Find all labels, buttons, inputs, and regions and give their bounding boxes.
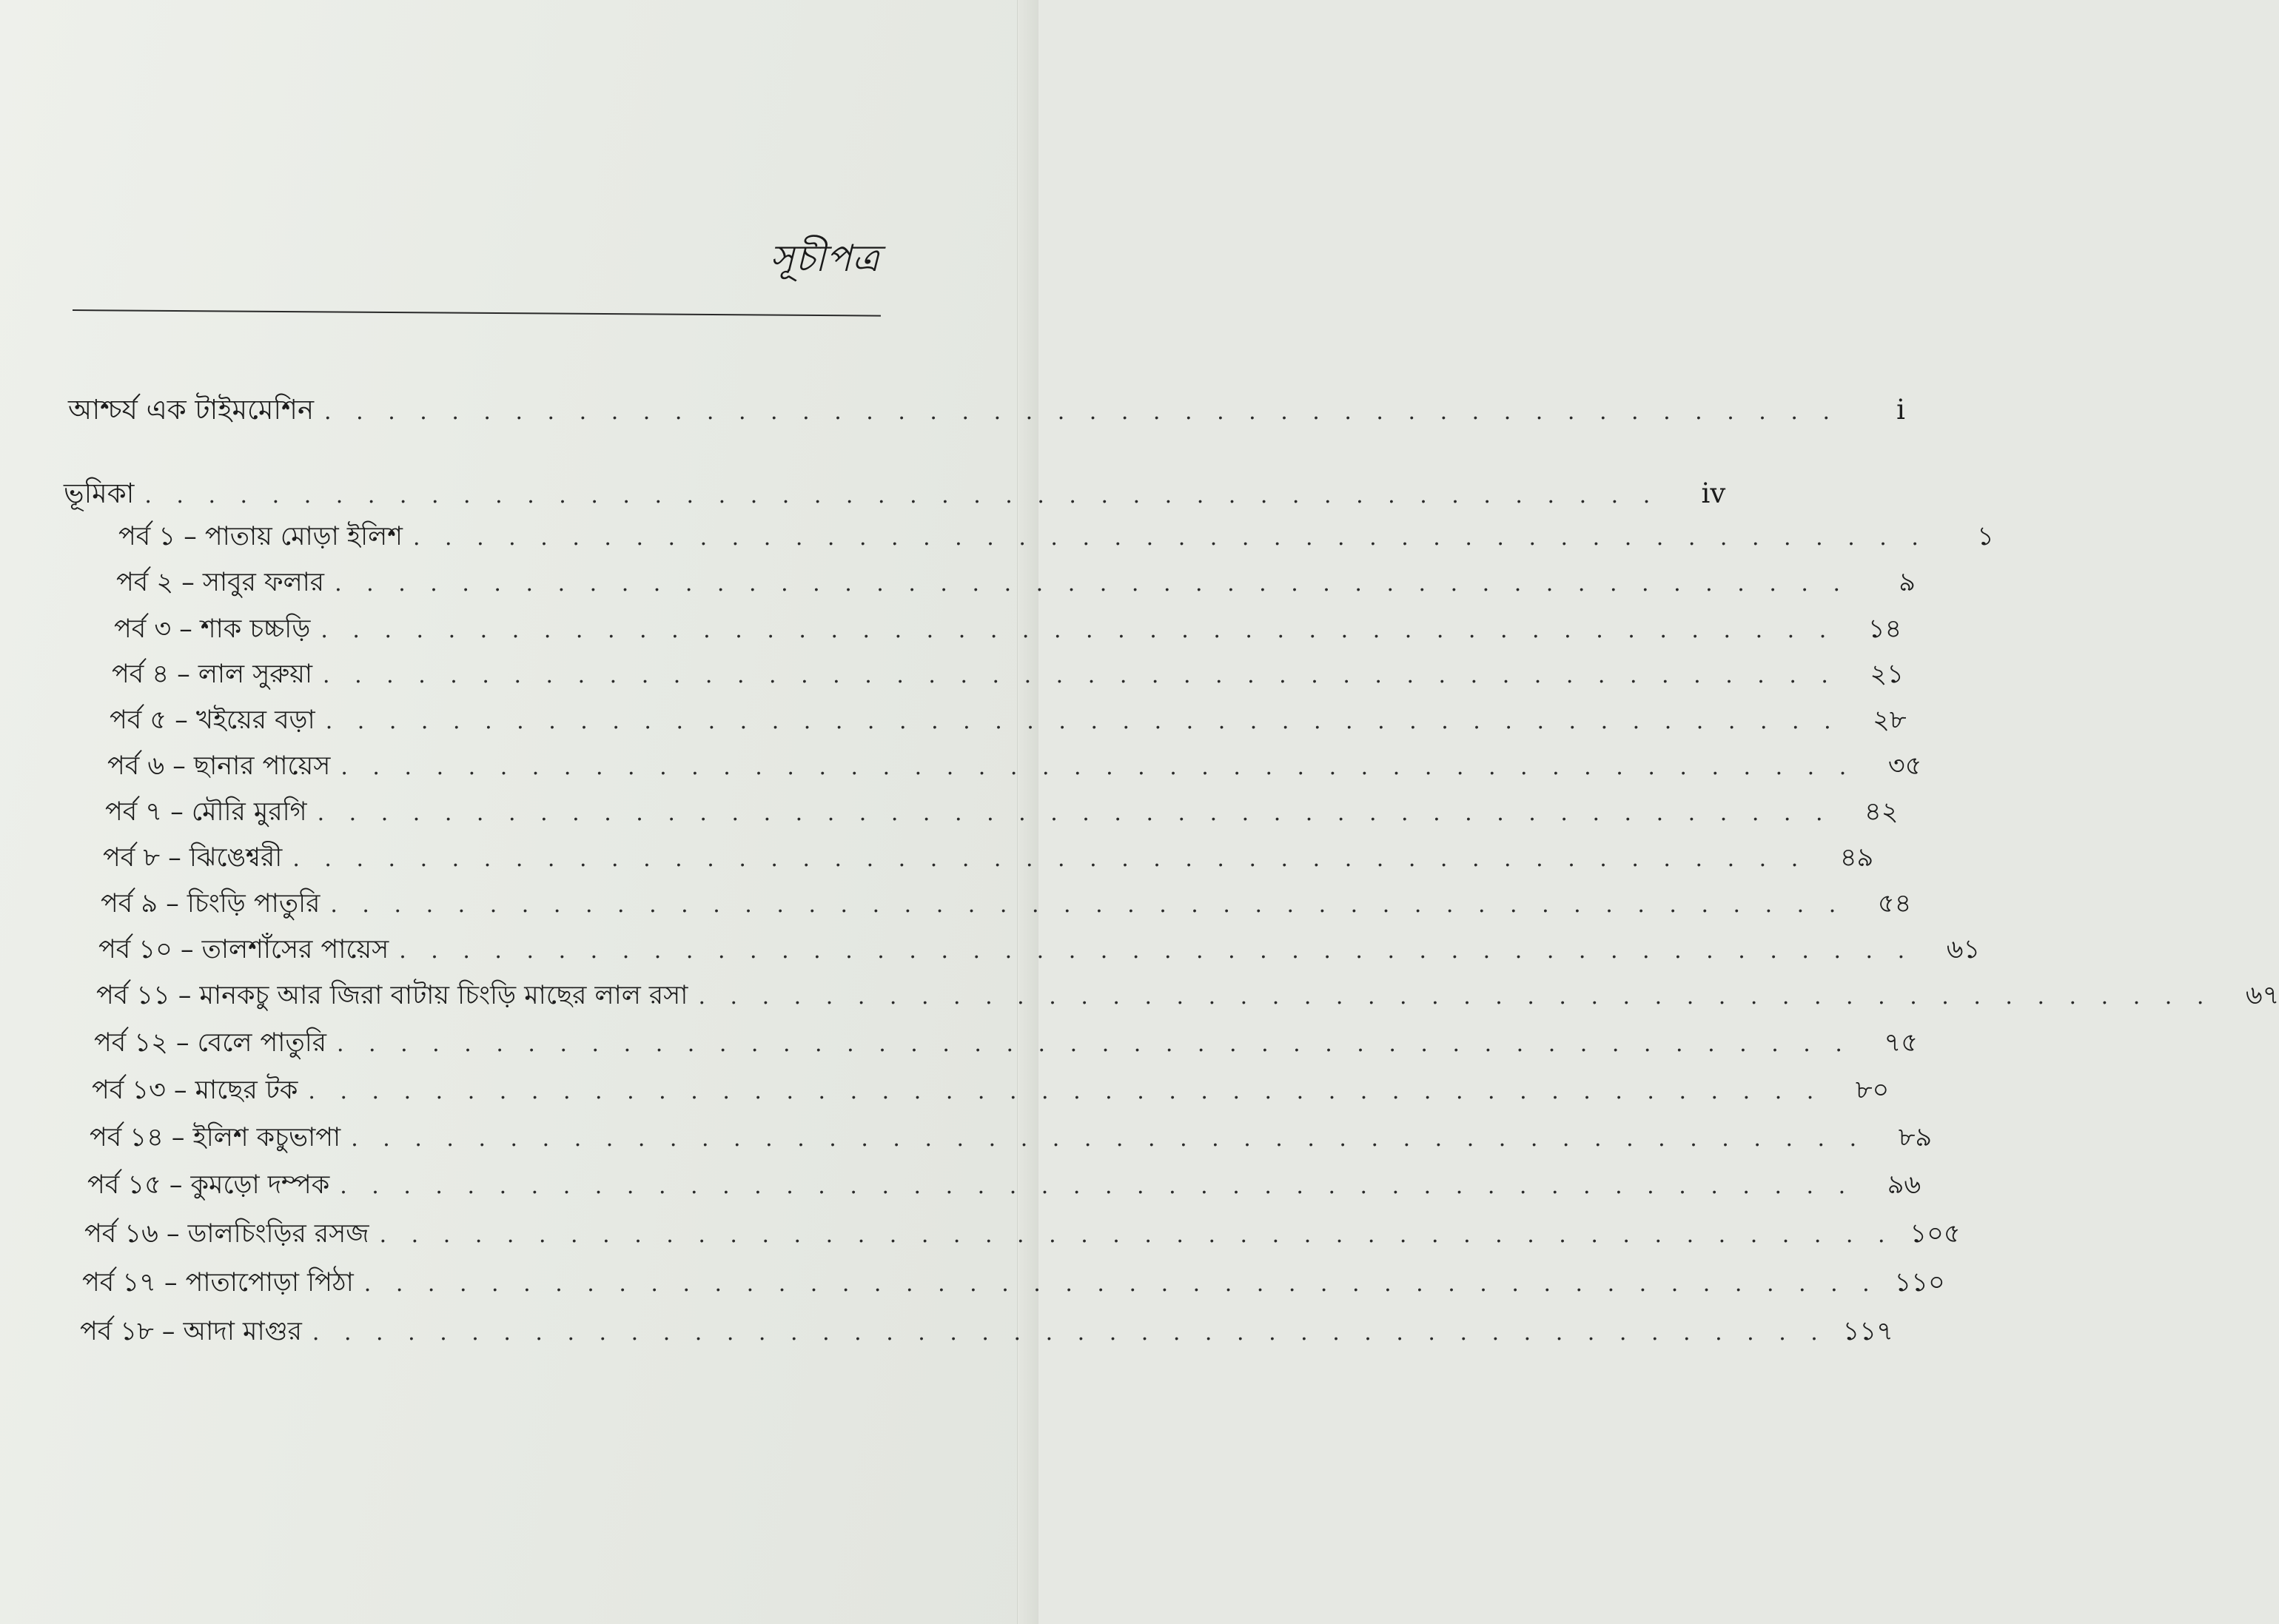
toc-entry	[92, 1074, 1890, 1108]
toc-entry	[90, 1121, 1933, 1155]
page-title: সূচীপত্র	[770, 237, 880, 280]
toc-entry	[80, 1315, 1893, 1349]
toc-entry-title: পর্ব ১৪ – ইলিশ কচুভাপা	[90, 1123, 341, 1152]
toc-entry	[87, 1169, 1921, 1203]
toc-entry	[82, 1266, 1945, 1301]
toc-entry-page: ১১৭	[1842, 1317, 1893, 1346]
toc-entry-page: ১০৫	[1910, 1219, 1961, 1249]
dot-leader: . . . . . . . . . . . . . . . . . . . . . . . . . . . . . . . . . . . . . . . . . . . . . . . .	[340, 1173, 1855, 1199]
toc-entry-page: ৮০	[1855, 1076, 1890, 1105]
toc-entry	[110, 704, 1907, 738]
toc-entry	[84, 1218, 1961, 1252]
dot-leader: . . . . . . . . . . . . . . . . . . . . . . . . . . . . . . . . . . . . . . . . . . . . . . . .	[379, 1222, 1894, 1248]
toc-entry-title: পর্ব ১ – পাতায় মোড়া ইলিশ	[118, 522, 403, 551]
toc-entry	[101, 888, 1912, 922]
toc-entry-page: ৬৭	[2245, 981, 2279, 1010]
dot-leader: . . . . . . . . . . . . . . . . . . . . . . . . . . . . . . . . . . . . . . . . . . . . . . . .	[308, 1078, 1823, 1104]
dot-leader: . . . . . . . . . . . . . . . . . . . . . . . . . . . . . . . . . . . . . . . . . . . . . . . .	[335, 571, 1849, 597]
toc-entry	[103, 842, 1874, 876]
toc-entry-title: পর্ব ৮ – ঝিঙেশ্বরী	[103, 843, 283, 873]
toc-entry-title: পর্ব ৬ – ছানার পায়েস	[107, 751, 331, 781]
toc-entry	[118, 520, 1994, 554]
toc-entry-title: পর্ব ১২ – বেলে পাতুরি	[94, 1028, 326, 1058]
dot-leader: . . . . . . . . . . . . . . . . . . . . . . . . . . . . . . . . . . . . . . . . . . . . . . . .	[325, 708, 1840, 734]
title-rule	[73, 309, 881, 317]
toc-entry-page: ৫৪	[1877, 889, 1912, 919]
toc-entry-page: ১৪	[1867, 614, 1902, 644]
dot-leader: . . . . . . . . . . . . . . . . . . . . . . . . . . . . . . . . . . . . . . . . . . . . . . . .	[320, 617, 1836, 643]
dot-leader: . . . . . . . . . . . . . . . . . . . . . . . . . . . . . . . . . . . . . . . . . . . . . . . .	[292, 846, 1808, 872]
toc-entry-page: ৮৯	[1898, 1123, 1933, 1152]
toc-entry-title: পর্ব ১৮ – আদা মাগুর	[80, 1317, 302, 1346]
toc-entry-title: পর্ব ১৩ – মাছের টক	[92, 1076, 298, 1105]
dot-leader: . . . . . . . . . . . . . . . . . . . . . . . . . . . . . . . . . . . . . . . . . . . . . . . .	[323, 662, 1837, 688]
toc-entry-page: ৪২	[1865, 797, 1899, 827]
toc-entry-title: পর্ব ১৫ – কুমড়ো দম্পক	[87, 1170, 330, 1200]
toc-entry	[116, 566, 1916, 600]
dot-leader: . . . . . . . . . . . . . . . . . . . . . . . . . . . . . . . . . . . . . . . . . . . . . . . .	[324, 399, 1839, 425]
toc-entry-title: পর্ব ৯ – চিংড়ি পাতুরি	[101, 889, 320, 919]
toc-entry-page: ৯	[1899, 568, 1916, 597]
toc-entry	[114, 613, 1902, 647]
toc-entry-title: পর্ব ৪ – লাল সুরুয়া	[112, 660, 313, 689]
toc-entry-title: পর্ব ৭ – মৌরি মুরগি	[105, 797, 307, 827]
toc-entry-page: ৯৬	[1887, 1170, 1921, 1200]
toc-entry-page: ৩৫	[1887, 751, 1922, 781]
dot-leader: . . . . . . . . . . . . . . . . . . . . . . . . . . . . . . . . . . . . . . . . . . . . . . . .	[312, 1320, 1827, 1346]
toc-entry-page: ২৮	[1873, 705, 1907, 735]
dot-leader: . . . . . . . . . . . . . . . . . . . . . . . . . . . . . . . . . . . . . . . . . . . . . . . .	[340, 754, 1856, 780]
dot-leader: . . . . . . . . . . . . . . . . . . . . . . . . . . . . . . . . . . . . . . . . . . . . . . . .	[144, 483, 1659, 509]
dot-leader: . . . . . . . . . . . . . . . . . . . . . . . . . . . . . . . . . . . . . . . . . . . . . . . .	[412, 525, 1927, 551]
toc-entry-page: ১১০	[1894, 1268, 1945, 1298]
toc-entry-page: ২১	[1870, 660, 1904, 689]
toc-entry	[98, 933, 1981, 967]
toc-entry-page: i	[1896, 394, 1905, 426]
toc-entry-title: পর্ব ২ – সাবুর ফলার	[116, 568, 325, 597]
dot-leader: . . . . . . . . . . . . . . . . . . . . . . . . . . . . . . . . . . . . . . . . . . . . . . . .	[351, 1126, 1866, 1152]
toc-entry	[112, 658, 1904, 692]
dot-leader: . . . . . . . . . . . . . . . . . . . . . . . . . . . . . . . . . . . . . . . . . . . . . . . .	[698, 984, 2213, 1010]
toc-entry	[107, 750, 1922, 784]
toc-entry	[68, 394, 1905, 429]
toc-entry-title: পর্ব ৩ – শাক চচ্চড়ি	[114, 614, 311, 644]
toc-entry-title: পর্ব ৫ – খইয়ের বড়া	[110, 705, 315, 735]
toc-entry	[96, 979, 2279, 1013]
toc-entry-page: ৪৯	[1839, 843, 1874, 873]
dot-leader: . . . . . . . . . . . . . . . . . . . . . . . . . . . . . . . . . . . . . . . . . . . . . . . .	[363, 1271, 1879, 1297]
dot-leader: . . . . . . . . . . . . . . . . . . . . . . . . . . . . . . . . . . . . . . . . . . . . . . . .	[336, 1031, 1851, 1057]
toc-entry-title: আশ্চর্য এক টাইমমেশিন	[68, 394, 315, 426]
toc-entry	[64, 477, 1726, 512]
dot-leader: . . . . . . . . . . . . . . . . . . . . . . . . . . . . . . . . . . . . . . . . . . . . . . . .	[399, 938, 1914, 964]
toc-entry-page: ৭৫	[1884, 1028, 1918, 1058]
toc-entry-title: পর্ব ১৭ – পাতাপোড়া পিঠা	[82, 1268, 354, 1298]
toc-entry-title: ভূমিকা	[64, 477, 135, 509]
toc-entry-page: ৬১	[1946, 935, 1981, 964]
dot-leader: . . . . . . . . . . . . . . . . . . . . . . . . . . . . . . . . . . . . . . . . . . . . . . . .	[330, 892, 1845, 918]
toc-entry	[94, 1027, 1918, 1061]
toc-entry-page: ১	[1977, 522, 1994, 551]
toc-entry-title: পর্ব ১৬ – ডালচিংড়ির রসজ	[84, 1219, 369, 1249]
toc-entry-title: পর্ব ১০ – তালশাঁসের পায়েস	[98, 935, 389, 964]
toc-entry	[105, 796, 1899, 830]
dot-leader: . . . . . . . . . . . . . . . . . . . . . . . . . . . . . . . . . . . . . . . . . . . . . . . .	[317, 800, 1832, 826]
toc-entry-page: iv	[1701, 477, 1726, 509]
toc-entry-title: পর্ব ১১ – মানকচু আর জিরা বাটায় চিংড়ি মাছের লাল রসা	[96, 981, 688, 1010]
